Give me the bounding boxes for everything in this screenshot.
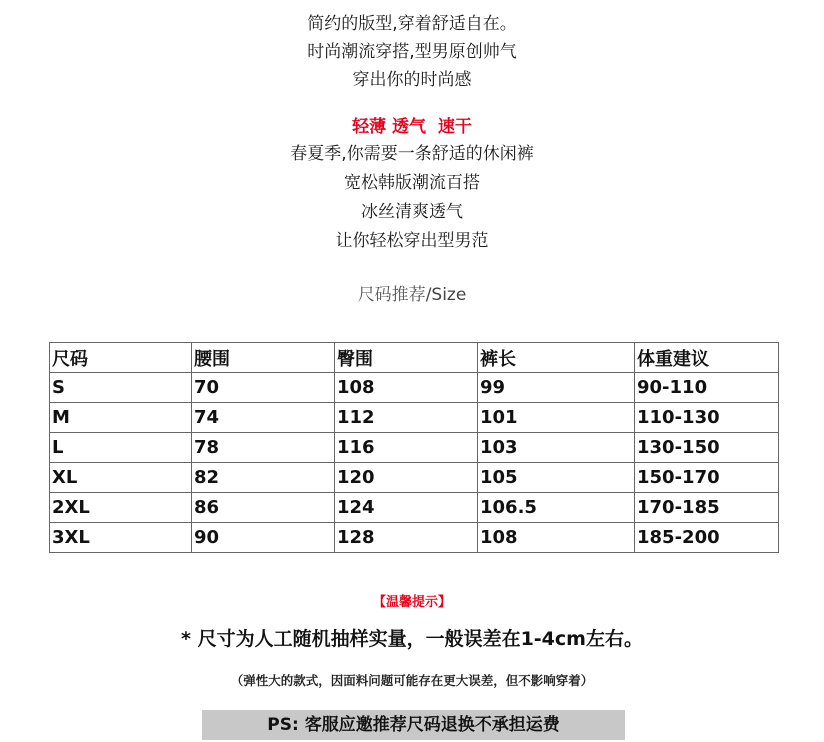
cell-length: 105 — [478, 463, 635, 493]
cell-length: 108 — [478, 523, 635, 553]
size-title-en: /Size — [425, 285, 467, 305]
table-header-row — [50, 343, 779, 373]
ps-note-bar: PS: 客服应邀推荐尺码退换不承担运费 — [202, 710, 625, 740]
feature-line-4: 让你轻松穿出型男范 — [335, 231, 489, 251]
feature-line-2: 宽松韩版潮流百搭 — [344, 173, 480, 193]
table-row — [50, 403, 779, 433]
reminder-sub-note: （弹性大的款式，因面料问题可能存在更大误差，但不影响穿着） — [230, 673, 594, 688]
reminder-main-note: * 尺寸为人工随机抽样实量，一般误差在1-4cm左右。 — [181, 628, 643, 650]
table-row — [50, 463, 779, 493]
intro-line-2: 时尚潮流穿搭,型男原创帅气 — [307, 42, 517, 62]
cell-length: 101 — [478, 403, 635, 433]
cell-length: 99 — [478, 373, 635, 403]
cell-size: S — [50, 373, 192, 403]
cell-size: L — [50, 433, 192, 463]
cell-size: XL — [50, 463, 192, 493]
cell-waist: 70 — [192, 373, 335, 403]
cell-size: 3XL — [50, 523, 192, 553]
cell-weight: 185-200 — [635, 523, 779, 553]
intro-line-3: 穿出你的时尚感 — [352, 70, 472, 90]
cell-weight: 90-110 — [635, 373, 779, 403]
feature-line-3: 冰丝清爽透气 — [361, 202, 463, 222]
cell-size: 2XL — [50, 493, 192, 523]
header-length: 裤长 — [478, 343, 635, 373]
header-waist: 腰围 — [192, 343, 335, 373]
feature-highlight: 轻薄 透气 速干 — [352, 117, 472, 137]
intro-block — [0, 10, 824, 256]
header-hip: 臀围 — [335, 343, 478, 373]
cell-hip: 108 — [335, 373, 478, 403]
cell-hip: 128 — [335, 523, 478, 553]
header-weight: 体重建议 — [635, 343, 779, 373]
cell-hip: 124 — [335, 493, 478, 523]
size-title-zh: 尺码推荐 — [357, 285, 426, 305]
size-table — [49, 342, 779, 553]
table-row — [50, 373, 779, 403]
cell-waist: 78 — [192, 433, 335, 463]
cell-waist: 90 — [192, 523, 335, 553]
cell-weight: 170-185 — [635, 493, 779, 523]
cell-weight: 150-170 — [635, 463, 779, 493]
cell-size: M — [50, 403, 192, 433]
cell-length: 106.5 — [478, 493, 635, 523]
cell-waist: 86 — [192, 493, 335, 523]
feature-line-1: 春夏季,你需要一条舒适的休闲裤 — [290, 144, 534, 164]
cell-weight: 130-150 — [635, 433, 779, 463]
intro-line-1: 简约的版型,穿着舒适自在。 — [307, 14, 517, 34]
cell-hip: 112 — [335, 403, 478, 433]
size-section-title — [0, 280, 824, 305]
reminder-title: 【温馨提示】 — [372, 595, 451, 610]
cell-length: 103 — [478, 433, 635, 463]
cell-waist: 74 — [192, 403, 335, 433]
feature-list — [0, 140, 824, 256]
cell-hip: 120 — [335, 463, 478, 493]
table-row — [50, 433, 779, 463]
header-size: 尺码 — [50, 343, 192, 373]
table-row — [50, 523, 779, 553]
cell-waist: 82 — [192, 463, 335, 493]
cell-hip: 116 — [335, 433, 478, 463]
cell-weight: 110-130 — [635, 403, 779, 433]
table-row — [50, 493, 779, 523]
